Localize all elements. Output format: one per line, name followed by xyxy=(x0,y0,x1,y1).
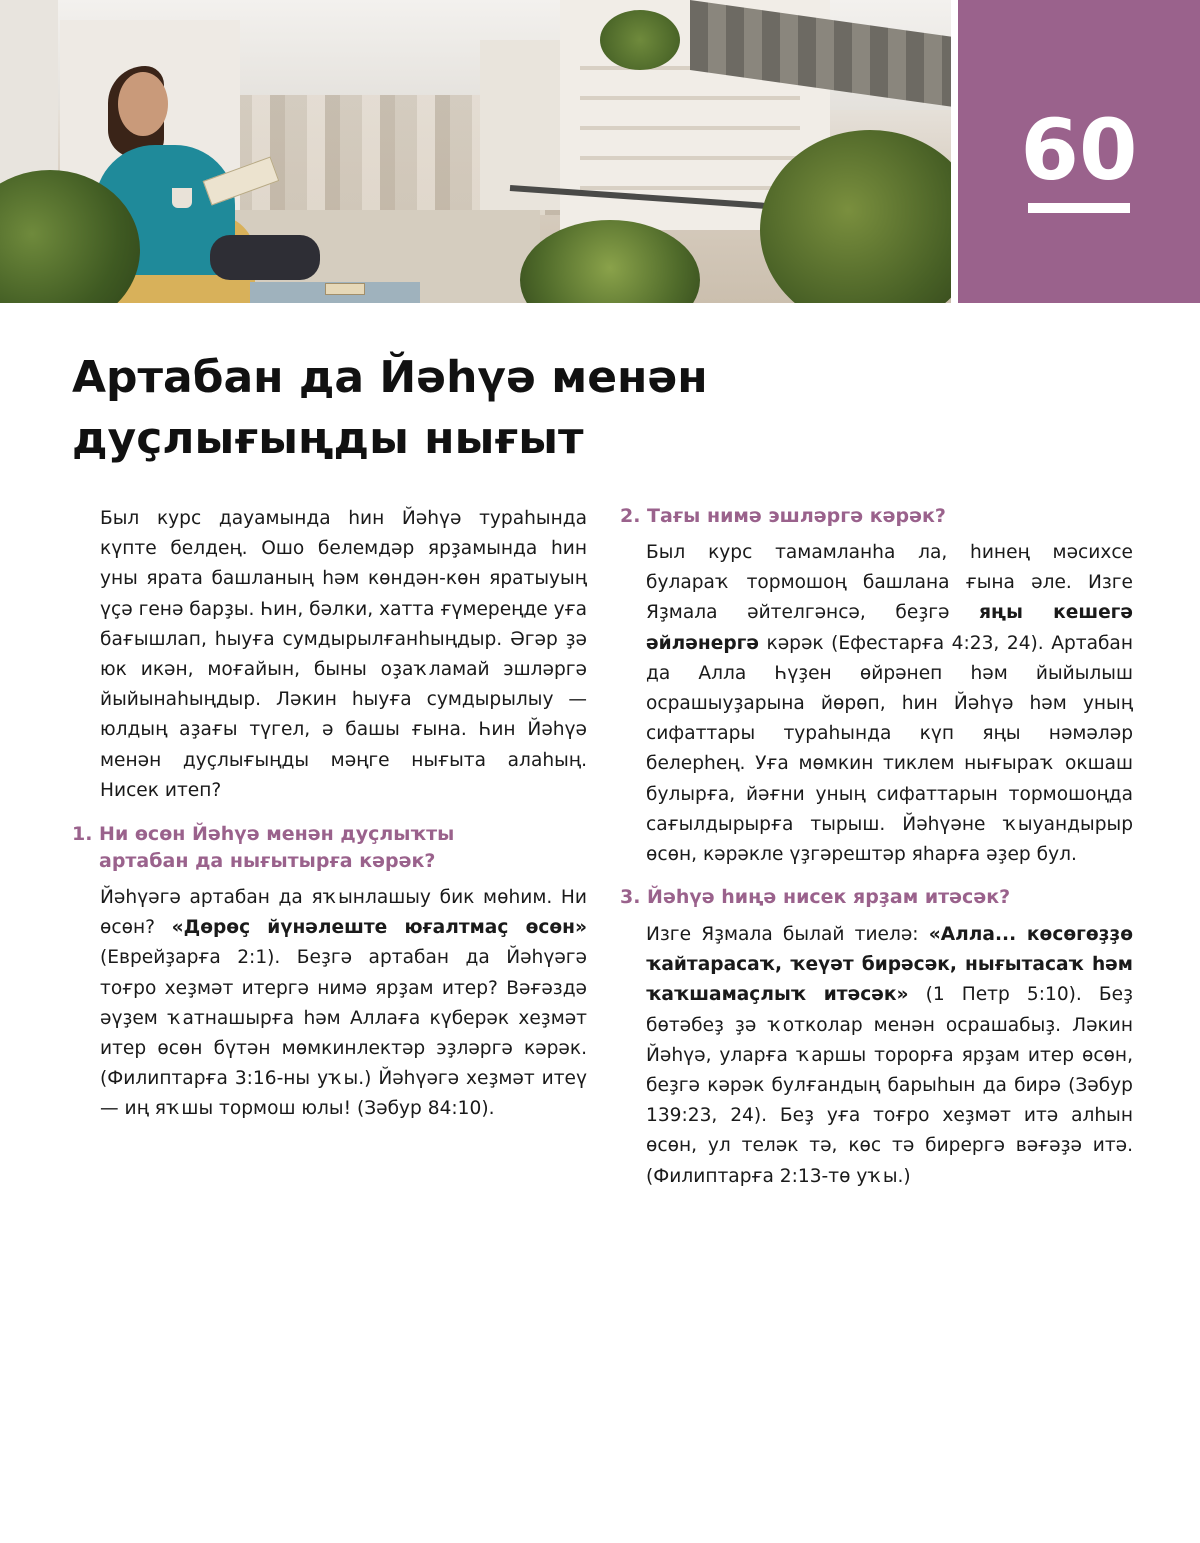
section-1-paragraph xyxy=(100,883,587,1125)
section-2-body xyxy=(646,538,1133,870)
section-2-paragraph xyxy=(646,538,1133,870)
section-2-heading: 2. Тағы нимә эшләргә кәрәк? xyxy=(620,505,946,527)
header-photo xyxy=(0,0,951,303)
photo-table-book xyxy=(325,283,365,295)
section-1-text: (Еврейҙарға 2:1). Беҙгә артабан да Йәһүәгә тоғро хеҙмәт итергә нимә ярҙам итер? Вәғәздә әүҙем ҡатнашырға һәм Аллаға күберәк хеҙмәт итер өсөн бүтән мөмкинлектәр эҙләргә кәрәк. (Филиптарға 3:16-ны уҡы.) Йәһүәгә хеҙмәт итеү — иң яҡшы тормош юлы! (Зәбур 84:10). xyxy=(100,947,587,1120)
section-3-bold-quote: «Алла... көсөгөҙҙө ҡайтарасаҡ, ҡеүәт бирәсәк, нығытасаҡ һәм ҡаҡшамаҫлыҡ итәсәк» xyxy=(646,924,1133,1006)
page-title: Артабан да Йәһүә менән дуҫлығыңды нығыт xyxy=(72,352,708,464)
section-2-bold-phrase: яңы кешегә әйләнергә xyxy=(646,602,1134,654)
section-1-heading-line2: артабан да нығытырға кәрәк? xyxy=(99,850,436,872)
section-2-text: кәрәк (Ефестарға 4:23, 24). Артабан да Алла Һүҙен өйрәнеп һәм йыйылыш осрашыуҙарына йөрөп, һин Йәһүә һәм уның сифаттары тураһында күп яңы нәмәләр белерһең. Уға мөмкин тиклем нығыраҡ окшаш булырға, йәғни уның сифаттарын тормошоңда сағылдырырға тырыш. Йәһүәне ҡыуандырыр өсөн, кәрәкле үҙгәрештәр яһарға әҙер бул. xyxy=(646,632,1133,866)
section-1-bold-quote: «Дөрөҫ йүнәлеште юғалтмаҫ өсөн» xyxy=(171,917,587,939)
photo-woman-legs xyxy=(210,235,320,280)
lesson-number-underline xyxy=(1028,203,1130,213)
photo-plant xyxy=(600,10,680,70)
intro-paragraph: Был курс дауамында һин Йәһүә тураһында күпте белдең. Ошо белемдәр ярҙамында һин уны ярата башланың һәм көндән-көн яратыуың үҫә генә барҙы. Һин, бәлки, хатта ғүмереңде уға бағышлап, һыуға сумдырылғанһыңдыр. Әгәр ҙә юк икән, моғайын, быны оҙаҡламай эшләргә йыйынаһыңдыр. Ләкин һыуға сумдырылыу — юлдың аҙағы түгел, ә башы ғына. Һин Йәһүә менән дуҫлығыңды мәңге нығыта алаһың. Нисек итеп? xyxy=(100,508,587,801)
photo-woman-face xyxy=(118,72,168,136)
lesson-number-badge xyxy=(958,0,1200,303)
intro-block xyxy=(100,504,587,806)
section-3-paragraph xyxy=(646,920,1133,1192)
section-1-heading-line1: 1. Ни өсөн Йәһүә менән дуҫлыҡты xyxy=(72,823,455,845)
photo-plant xyxy=(520,220,700,303)
section-1-body xyxy=(100,883,587,1125)
section-2-text: Был курс тамамланһа ла, һинең мәсихсе булараҡ тормошоң башлана ғына әле. Изге Яҙмала әйтелгәнсә, беҙгә xyxy=(646,542,1133,624)
section-3-text: (1 Петр 5:10). Беҙ бөтәбеҙ ҙә ҡотколар менән осрашабыҙ. Ләкин Йәһүә, уларға ҡаршы торорға ярҙам итер өсөн, беҙгә кәрәк булғандың барыһын да бирә (Зәбур 139:23, 24). Беҙ уға тоғро хеҙмәт итә алһын өсөн, ул теләк тә, көс тә бирергә вәғәҙә итә. (Филиптарға 2:13-тө уҡы.) xyxy=(646,984,1133,1187)
section-1-text: Йәһүәгә артабан да яҡынлашыу бик мөһим. Ни өсөн? xyxy=(100,887,587,939)
lesson-number: 60 xyxy=(1020,101,1138,199)
section-1-heading xyxy=(72,821,532,875)
section-3-body xyxy=(646,920,1133,1192)
section-3-heading: 3. Йәһүә һиңә нисек ярҙам итәсәк? xyxy=(620,886,1011,908)
section-3-text: Изге Яҙмала былай тиелә: xyxy=(646,924,929,945)
photo-cup xyxy=(172,188,192,208)
